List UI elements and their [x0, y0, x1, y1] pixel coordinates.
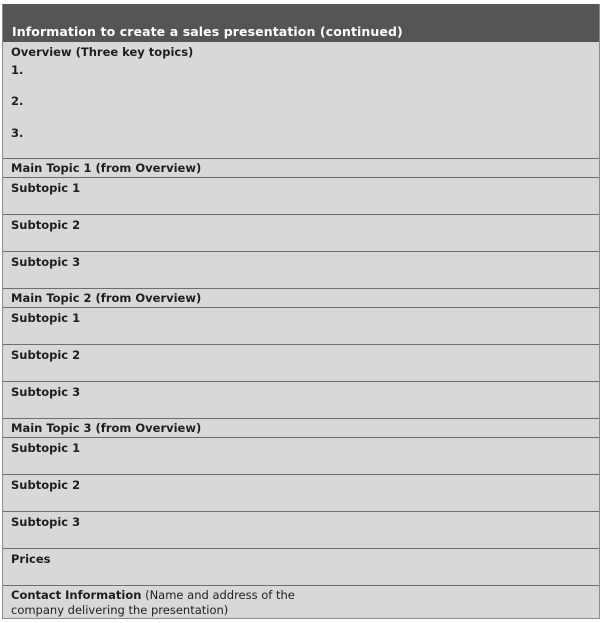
subtopic-label: Subtopic 2	[11, 478, 81, 492]
subtopic-label: Subtopic 2	[11, 348, 81, 362]
subtopic-label: Subtopic 3	[11, 255, 81, 269]
main-topic-3-subtopic-2-row	[3, 475, 599, 512]
presentation-form	[2, 4, 600, 619]
main-topic-1-subtopic-3-row	[3, 252, 599, 289]
overview-section	[3, 42, 599, 159]
overview-item-1: 1.	[11, 63, 24, 77]
main-topic-3-subtopic-3-row	[3, 512, 599, 549]
overview-item-3: 3.	[11, 126, 24, 140]
prices-label: Prices	[11, 552, 51, 566]
subtopic-label: Subtopic 2	[11, 218, 81, 232]
contact-label: Contact Information	[11, 588, 142, 602]
main-topic-2-subtopic-3-row	[3, 382, 599, 419]
main-topic-2-subtopic-1-row	[3, 308, 599, 345]
overview-label: Overview (Three key topics)	[11, 45, 194, 59]
contact-block	[11, 588, 295, 618]
main-topic-1-row	[3, 159, 599, 178]
form-title: Information to create a sales presentation (continued)	[12, 24, 403, 39]
contact-row	[3, 586, 599, 622]
subtopic-label: Subtopic 3	[11, 385, 81, 399]
subtopic-label: Subtopic 1	[11, 441, 81, 455]
main-topic-2-subtopic-2-row	[3, 345, 599, 382]
main-topic-2-row	[3, 289, 599, 308]
subtopic-label: Subtopic 1	[11, 181, 81, 195]
main-topic-1-subtopic-2-row	[3, 215, 599, 252]
contact-note-line-2: company delivering the presentation)	[11, 603, 229, 617]
main-topic-2-label: Main Topic 2 (from Overview)	[11, 291, 202, 305]
contact-note-line-1: (Name and address of the	[141, 588, 295, 602]
form-header	[3, 4, 599, 42]
subtopic-label: Subtopic 3	[11, 515, 81, 529]
subtopic-label: Subtopic 1	[11, 311, 81, 325]
main-topic-1-subtopic-1-row	[3, 178, 599, 215]
main-topic-3-subtopic-1-row	[3, 438, 599, 475]
overview-item-2: 2.	[11, 94, 24, 108]
main-topic-3-row	[3, 419, 599, 438]
main-topic-1-label: Main Topic 1 (from Overview)	[11, 161, 202, 175]
main-topic-3-label: Main Topic 3 (from Overview)	[11, 421, 202, 435]
prices-row	[3, 549, 599, 586]
